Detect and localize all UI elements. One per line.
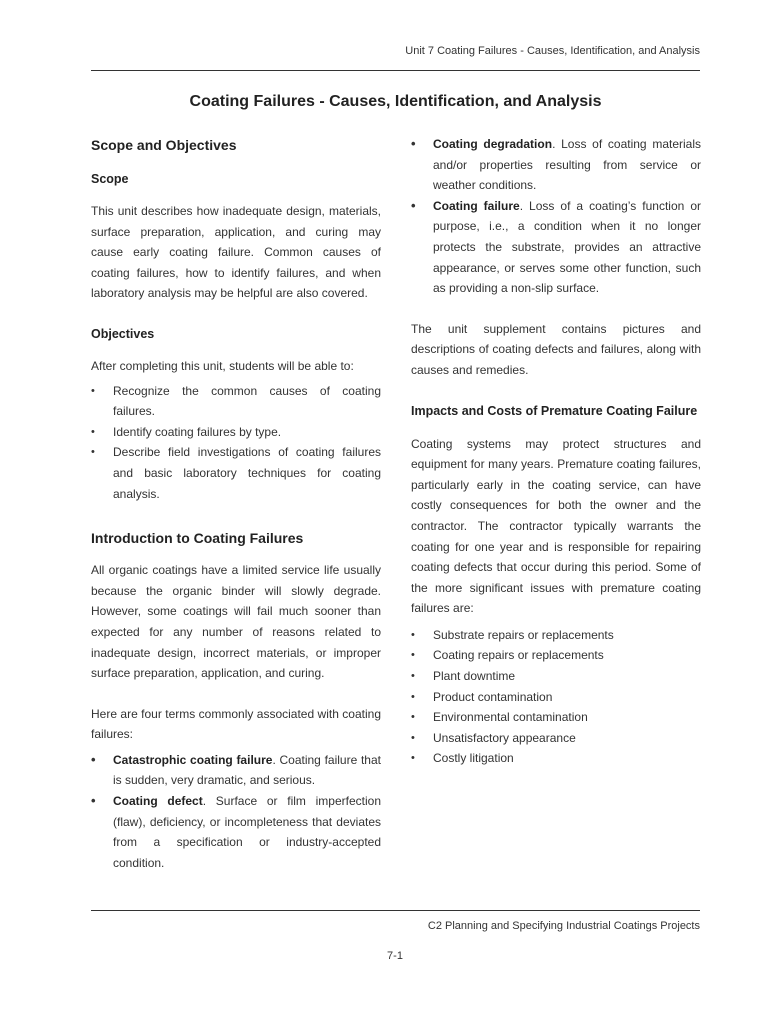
page-number: 7-1	[387, 950, 403, 962]
running-header: Unit 7 Coating Failures - Causes, Identification, and Analysis	[405, 45, 700, 57]
term-label: Coating degradation	[433, 137, 553, 151]
running-footer: C2 Planning and Specifying Industrial Coatings Projects	[427, 920, 700, 932]
list-item: • Coating repairs or replacements	[411, 645, 701, 666]
terms-intro: Here are four terms commonly associated with coating failures:	[91, 706, 381, 742]
term-label: Catastrophic coating failure	[113, 752, 273, 767]
term-definition: . Loss of a coating’s function or purpose, i.e., a condition when it no longer protects the substrate, provides an attractive appearance, or serves some other function, such as providing a non-slip surface.	[433, 198, 701, 296]
bullet-icon: •	[91, 751, 96, 767]
right-column	[411, 132, 701, 769]
bullet-icon: •	[411, 649, 415, 662]
objectives-list	[91, 381, 381, 505]
list-item: • Product contamination	[411, 687, 701, 708]
issues-list	[411, 625, 701, 769]
bullet-icon: •	[91, 425, 95, 438]
bullet-icon: •	[411, 136, 416, 151]
list-item	[91, 791, 381, 873]
bullet-icon: •	[91, 793, 96, 809]
scope-paragraph: This unit describes how inadequate design, materials, surface preparation, application, and curing may cause early coating failure. Common causes of coating failures, how to identify failures, and when laboratory analysis may be helpful are also covered.	[91, 204, 381, 301]
list-item: • Recognize the common causes of coating failures.	[91, 381, 381, 422]
header-rule	[91, 70, 700, 71]
bullet-icon: •	[411, 752, 415, 765]
bullet-icon: •	[411, 711, 415, 724]
bullet-icon: •	[411, 690, 415, 703]
left-column	[91, 132, 381, 873]
list-item	[411, 196, 701, 299]
list-item: • Substrate repairs or replacements	[411, 625, 701, 646]
impacts-heading: Impacts and Costs of Premature Coating Failure	[411, 403, 698, 418]
bullet-icon: •	[91, 384, 95, 397]
term-label: Coating defect	[113, 794, 203, 809]
list-item	[411, 134, 701, 196]
objectives-intro: After completing this unit, students will be able to:	[91, 358, 354, 373]
impacts-paragraph: Coating systems may protect structures and equipment for many years. Premature coating failures, particularly early in the coating service, can have costly consequences for both the owner and the contractor. The contractor typically warrants the coating for one year and is responsible for repairing coating defects that occur during this period. Some of the more significant issues with premature coating failures are:	[411, 436, 701, 616]
bullet-icon: •	[91, 446, 95, 459]
intro-paragraph: All organic coatings have a limited service life usually because the organic binder will slowly degrade. However, some coatings will fail much sooner than expected for any number of reasons related to inadequate design, incorrect materials, or improper surface preparation, application, and curing.	[91, 563, 381, 681]
list-item: • Unsatisfactory appearance	[411, 728, 701, 749]
term-label: Coating failure	[433, 198, 520, 213]
term-definition: . Loss of coating materials and/or properties resulting from service or weather conditions.	[433, 137, 702, 193]
objectives-subheading: Objectives	[91, 326, 155, 341]
list-item: • Describe field investigations of coating failures and basic laboratory techniques for coating analysis.	[91, 442, 381, 504]
term-definition: . Surface or film imperfection (flaw), deficiency, or incompleteness that deviates from a specification or industry-accepted condition.	[113, 794, 382, 870]
list-item: • Costly litigation	[411, 748, 701, 769]
list-item: • Environmental contamination	[411, 707, 701, 728]
list-item: • Identify coating failures by type.	[91, 422, 381, 443]
list-item	[91, 750, 381, 791]
scope-objectives-heading: Scope and Objectives	[91, 137, 237, 153]
bullet-icon: •	[411, 628, 415, 641]
supplement-paragraph: The unit supplement contains pictures and descriptions of coating defects and failures, along with causes and remedies.	[411, 321, 701, 377]
bullet-icon: •	[411, 670, 415, 683]
intro-heading: Introduction to Coating Failures	[91, 530, 304, 547]
terms-list-left	[91, 750, 381, 874]
document-title: Coating Failures - Causes, Identification, and Analysis	[189, 93, 602, 110]
footer-rule	[91, 910, 700, 911]
term-definition: . Coating failure that is sudden, very dramatic, and serious.	[113, 752, 381, 788]
scope-subheading: Scope	[91, 172, 129, 186]
bullet-icon: •	[411, 197, 416, 213]
list-item: • Plant downtime	[411, 666, 701, 687]
terms-list-right	[411, 134, 701, 299]
bullet-icon: •	[411, 731, 415, 744]
